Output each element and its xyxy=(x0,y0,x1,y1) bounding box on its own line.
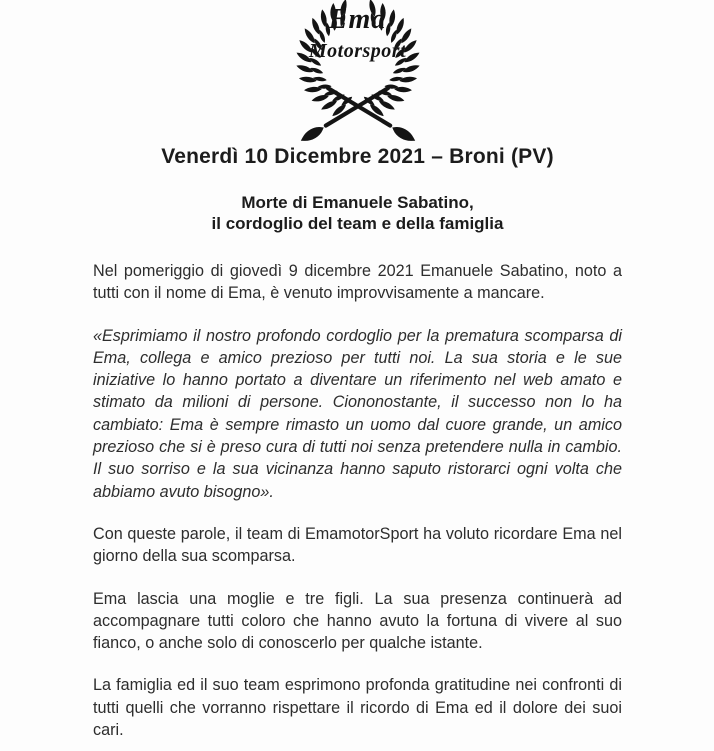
dateline: Venerdì 10 Dicembre 2021 – Broni (PV) xyxy=(161,145,554,168)
article-body xyxy=(93,260,622,741)
title-line-2: il cordoglio del team e della famiglia xyxy=(211,214,504,233)
masthead xyxy=(93,0,622,234)
paragraph: La famiglia ed il suo team esprimono profonda gratitudine nei confronti di tutti quelli che vorranno rispettare il ricordo di Ema ed il dolore dei suoi cari. xyxy=(93,676,622,740)
paragraph: Ema lascia una moglie e tre figli. La sua presenza continuerà ad accompagnare tutti coloro che hanno avuto la fortuna di vivere al suo fianco, o anche solo di conoscerlo per qualche istante. xyxy=(93,589,622,653)
paragraph: Nel pomeriggio di giovedì 9 dicembre 2021 Emanuele Sabatino, noto a tutti con il nome di Ema, è venuto improvvisamente a mancare. xyxy=(93,262,622,303)
paragraph: Con queste parole, il team di EmamotorSport ha voluto ricordare Ema nel giorno della sua scomparsa. xyxy=(93,524,622,566)
logo-wordmark-motorsport: Motorsport xyxy=(308,40,407,62)
quote-paragraph: «Esprimiamo il nostro profondo cordoglio per la prematura scomparsa di Ema, collega e amico prezioso per tutti noi. La sua storia e le sue iniziative lo hanno portato a diventare un riferimento nel web amato e stimato da milioni di persone. Ciononostante, il successo non lo ha cambiato: Ema è sempre rimasto un uomo dal cuore grande, un amico prezioso che si è preso cura di tutti noi senza pretendere nulla in cambio. Il suo sorriso e la sua vicinanza hanno saputo ristorarci ogni volta che abbiamo avuto bisogno». xyxy=(93,326,622,501)
title-line-1: Morte di Emanuele Sabatino, xyxy=(241,193,474,212)
document-title xyxy=(93,192,622,234)
logo-wordmark-ema: Ema xyxy=(328,4,387,35)
ema-motorsport-logo xyxy=(283,0,433,138)
